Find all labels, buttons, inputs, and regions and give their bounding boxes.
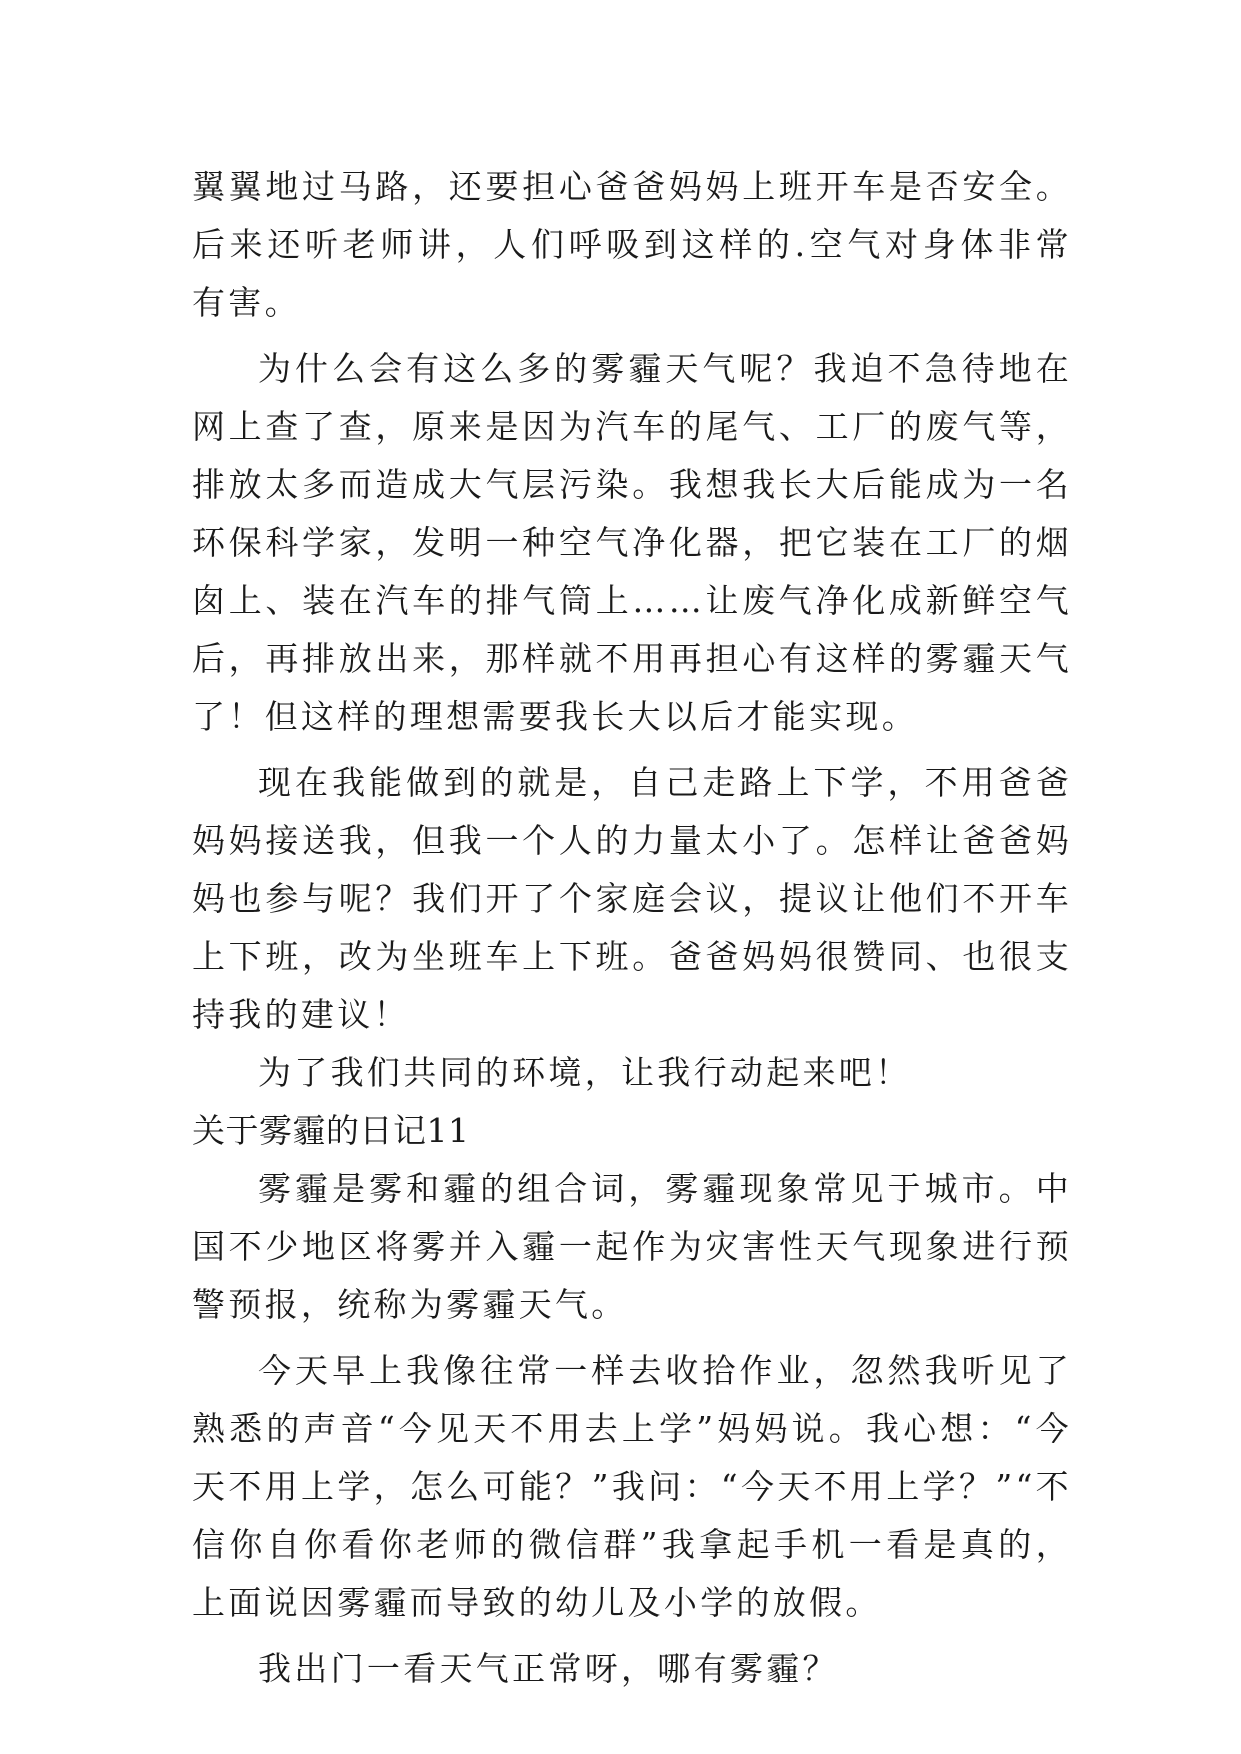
paragraph-call-to-action: 为了我们共同的环境，让我行动起来吧！ [258, 1053, 912, 1092]
paragraph-continuation: 翼翼地过马路，还要担心爸爸妈妈上班开车是否安全。后来还听老师讲，人们呼吸到这样的.空气对身体非常有害。 [192, 167, 1072, 322]
paragraph-smog-causes: 为什么会有这么多的雾霾天气呢？我迫不急待地在网上查了查，原来是因为汽车的尾气、工厂的废气等，排放太多而造成大气层污染。我想我长大后能成为一名环保科学家，发明一种空气净化器，把它装在工厂的烟囱上、装在汽车的排气筒上……让废气净化成新鲜空气后，再排放出来，那样就不用再担心有这样的雾霾天气了！但这样的理想需要我长大以后才能实现。 [192, 349, 1072, 736]
paragraph-went-outside: 我出门一看天气正常呀，哪有雾霾？ [258, 1649, 839, 1688]
paragraph-what-i-can-do: 现在我能做到的就是，自己走路上下学，不用爸爸妈妈接送我，但我一个人的力量太小了。怎样让爸爸妈妈也参与呢？我们开了个家庭会议，提议让他们不开车上下班，改为坐班车上下班。爸爸妈妈很赞同、也很支持我的建议！ [192, 763, 1072, 1034]
document-body [192, 158, 1072, 1698]
paragraph-smog-definition: 雾霾是雾和霾的组合词，雾霾现象常见于城市。中国不少地区将雾并入霾一起作为灾害性天气现象进行预警预报，统称为雾霾天气。 [192, 1169, 1072, 1324]
section-heading: 关于雾霾的日记11 [192, 1111, 470, 1150]
paragraph-no-school: 今天早上我像往常一样去收拾作业，忽然我听见了熟悉的声音“今见天不用去上学”妈妈说。我心想：“今天不用上学，怎么可能？”我问：“今天不用上学？”“不信你自你看你老师的微信群”我拿起手机一看是真的，上面说因雾霾而导致的幼儿及小学的放假。 [192, 1351, 1072, 1622]
